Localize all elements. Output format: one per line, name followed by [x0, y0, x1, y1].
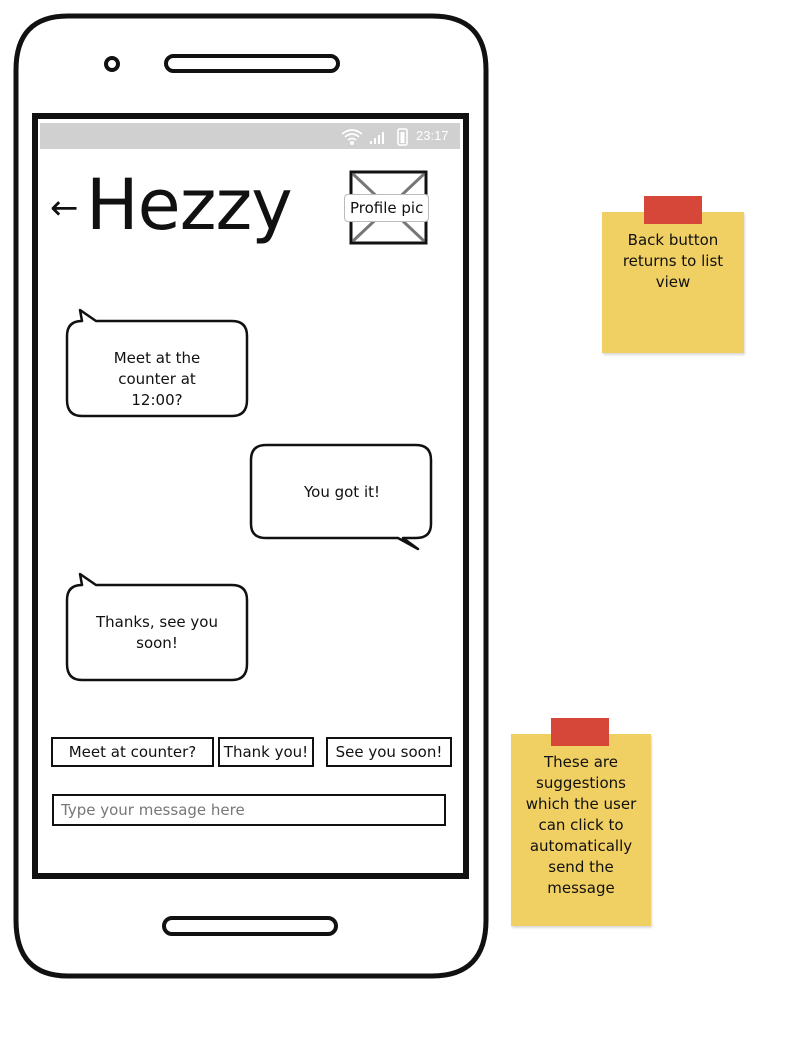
suggestion-button-meet-at-counter[interactable]: Meet at counter? — [51, 737, 214, 767]
status-icons — [340, 126, 412, 148]
message-bubble-received — [64, 308, 250, 420]
camera-icon — [106, 58, 118, 70]
sticky-tape — [551, 718, 609, 746]
profile-pic-label: Profile pic — [344, 194, 429, 222]
message-text: You got it! — [303, 483, 381, 501]
message-bubble-received — [64, 572, 250, 684]
sticky-note-back-button — [602, 212, 744, 353]
suggestion-button-see-you-soon[interactable]: See you soon! — [326, 737, 452, 767]
back-arrow-icon[interactable]: ← — [50, 188, 79, 228]
sticky-note-suggestions — [511, 734, 651, 926]
sticky-tape — [644, 196, 702, 224]
message-input[interactable] — [52, 794, 446, 826]
sticky-note-text: Back button returns to list view — [622, 231, 724, 291]
home-button[interactable] — [164, 918, 336, 934]
speaker-grille — [166, 56, 338, 71]
message-bubble-sent — [248, 442, 436, 554]
wifi-icon — [342, 130, 362, 144]
message-text: Meet at the counter at 12:00? — [113, 349, 201, 409]
suggestion-button-thank-you[interactable]: Thank you! — [218, 737, 314, 767]
message-text: Thanks, see you soon! — [95, 613, 218, 652]
status-time: 23:17 — [416, 128, 449, 143]
sticky-note-text: These are suggestions which the user can click to automatically send the message — [525, 753, 637, 897]
contact-name: Hezzy — [86, 164, 292, 246]
signal-icon — [370, 132, 384, 144]
battery-icon — [398, 129, 407, 145]
